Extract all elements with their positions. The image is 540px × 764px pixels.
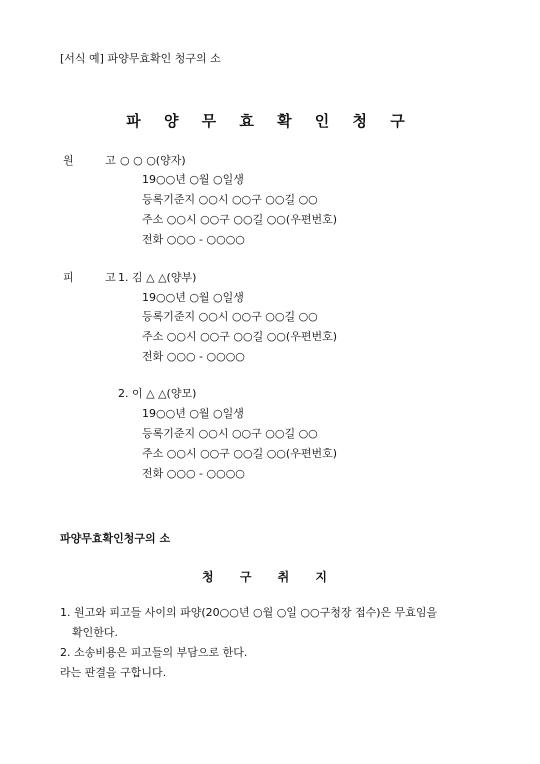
plaintiff-role-label: 원 고 <box>63 154 130 167</box>
case-name: 파양무효확인청구의 소 <box>60 532 171 545</box>
defendant-1-domicile: 등록기준지 ○○시 ○○구 ○○길 ○○ <box>142 310 318 323</box>
defendant-1-address: 주소 ○○시 ○○구 ○○길 ○○(우편번호) <box>142 330 337 343</box>
defendant-1-birth: 19○○년 ○월 ○일생 <box>142 291 244 304</box>
defendant-2-birth: 19○○년 ○월 ○일생 <box>142 407 244 420</box>
form-label: [서식 예] 파양무효확인 청구의 소 <box>60 52 221 65</box>
claim-item-1-line-2: 확인한다. <box>72 626 119 639</box>
plaintiff-domicile: 등록기준지 ○○시 ○○구 ○○길 ○○ <box>142 193 318 206</box>
claim-heading: 청 구 취 지 <box>202 570 338 584</box>
claim-item-1-line-1: 1. 원고와 피고들 사이의 파양(20○○년 ○월 ○일 ○○구청장 접수)은 무효임을 <box>60 606 438 619</box>
document-title: 파 양 무 효 확 인 청 구 <box>126 112 414 130</box>
plaintiff-phone: 전화 ○○○ - ○○○○ <box>142 233 245 246</box>
plaintiff-address: 주소 ○○시 ○○구 ○○길 ○○(우편번호) <box>142 213 337 226</box>
claim-item-2: 2. 소송비용은 피고들의 부담으로 한다. <box>60 646 248 659</box>
defendant-role-label: 피 고 <box>63 271 130 284</box>
plaintiff-birth: 19○○년 ○월 ○일생 <box>142 173 244 186</box>
defendant-2-address: 주소 ○○시 ○○구 ○○길 ○○(우편번호) <box>142 447 337 460</box>
plaintiff-name: ○ ○ ○(양자) <box>120 154 186 167</box>
defendant-2-phone: 전화 ○○○ - ○○○○ <box>142 467 245 480</box>
defendant-1-phone: 전화 ○○○ - ○○○○ <box>142 350 245 363</box>
defendant-2-domicile: 등록기준지 ○○시 ○○구 ○○길 ○○ <box>142 427 318 440</box>
defendant-1-name: 1. 김 △ △(양부) <box>118 271 197 284</box>
claim-closing: 라는 판결을 구합니다. <box>60 666 167 679</box>
defendant-2-name: 2. 이 △ △(양모) <box>118 387 197 400</box>
